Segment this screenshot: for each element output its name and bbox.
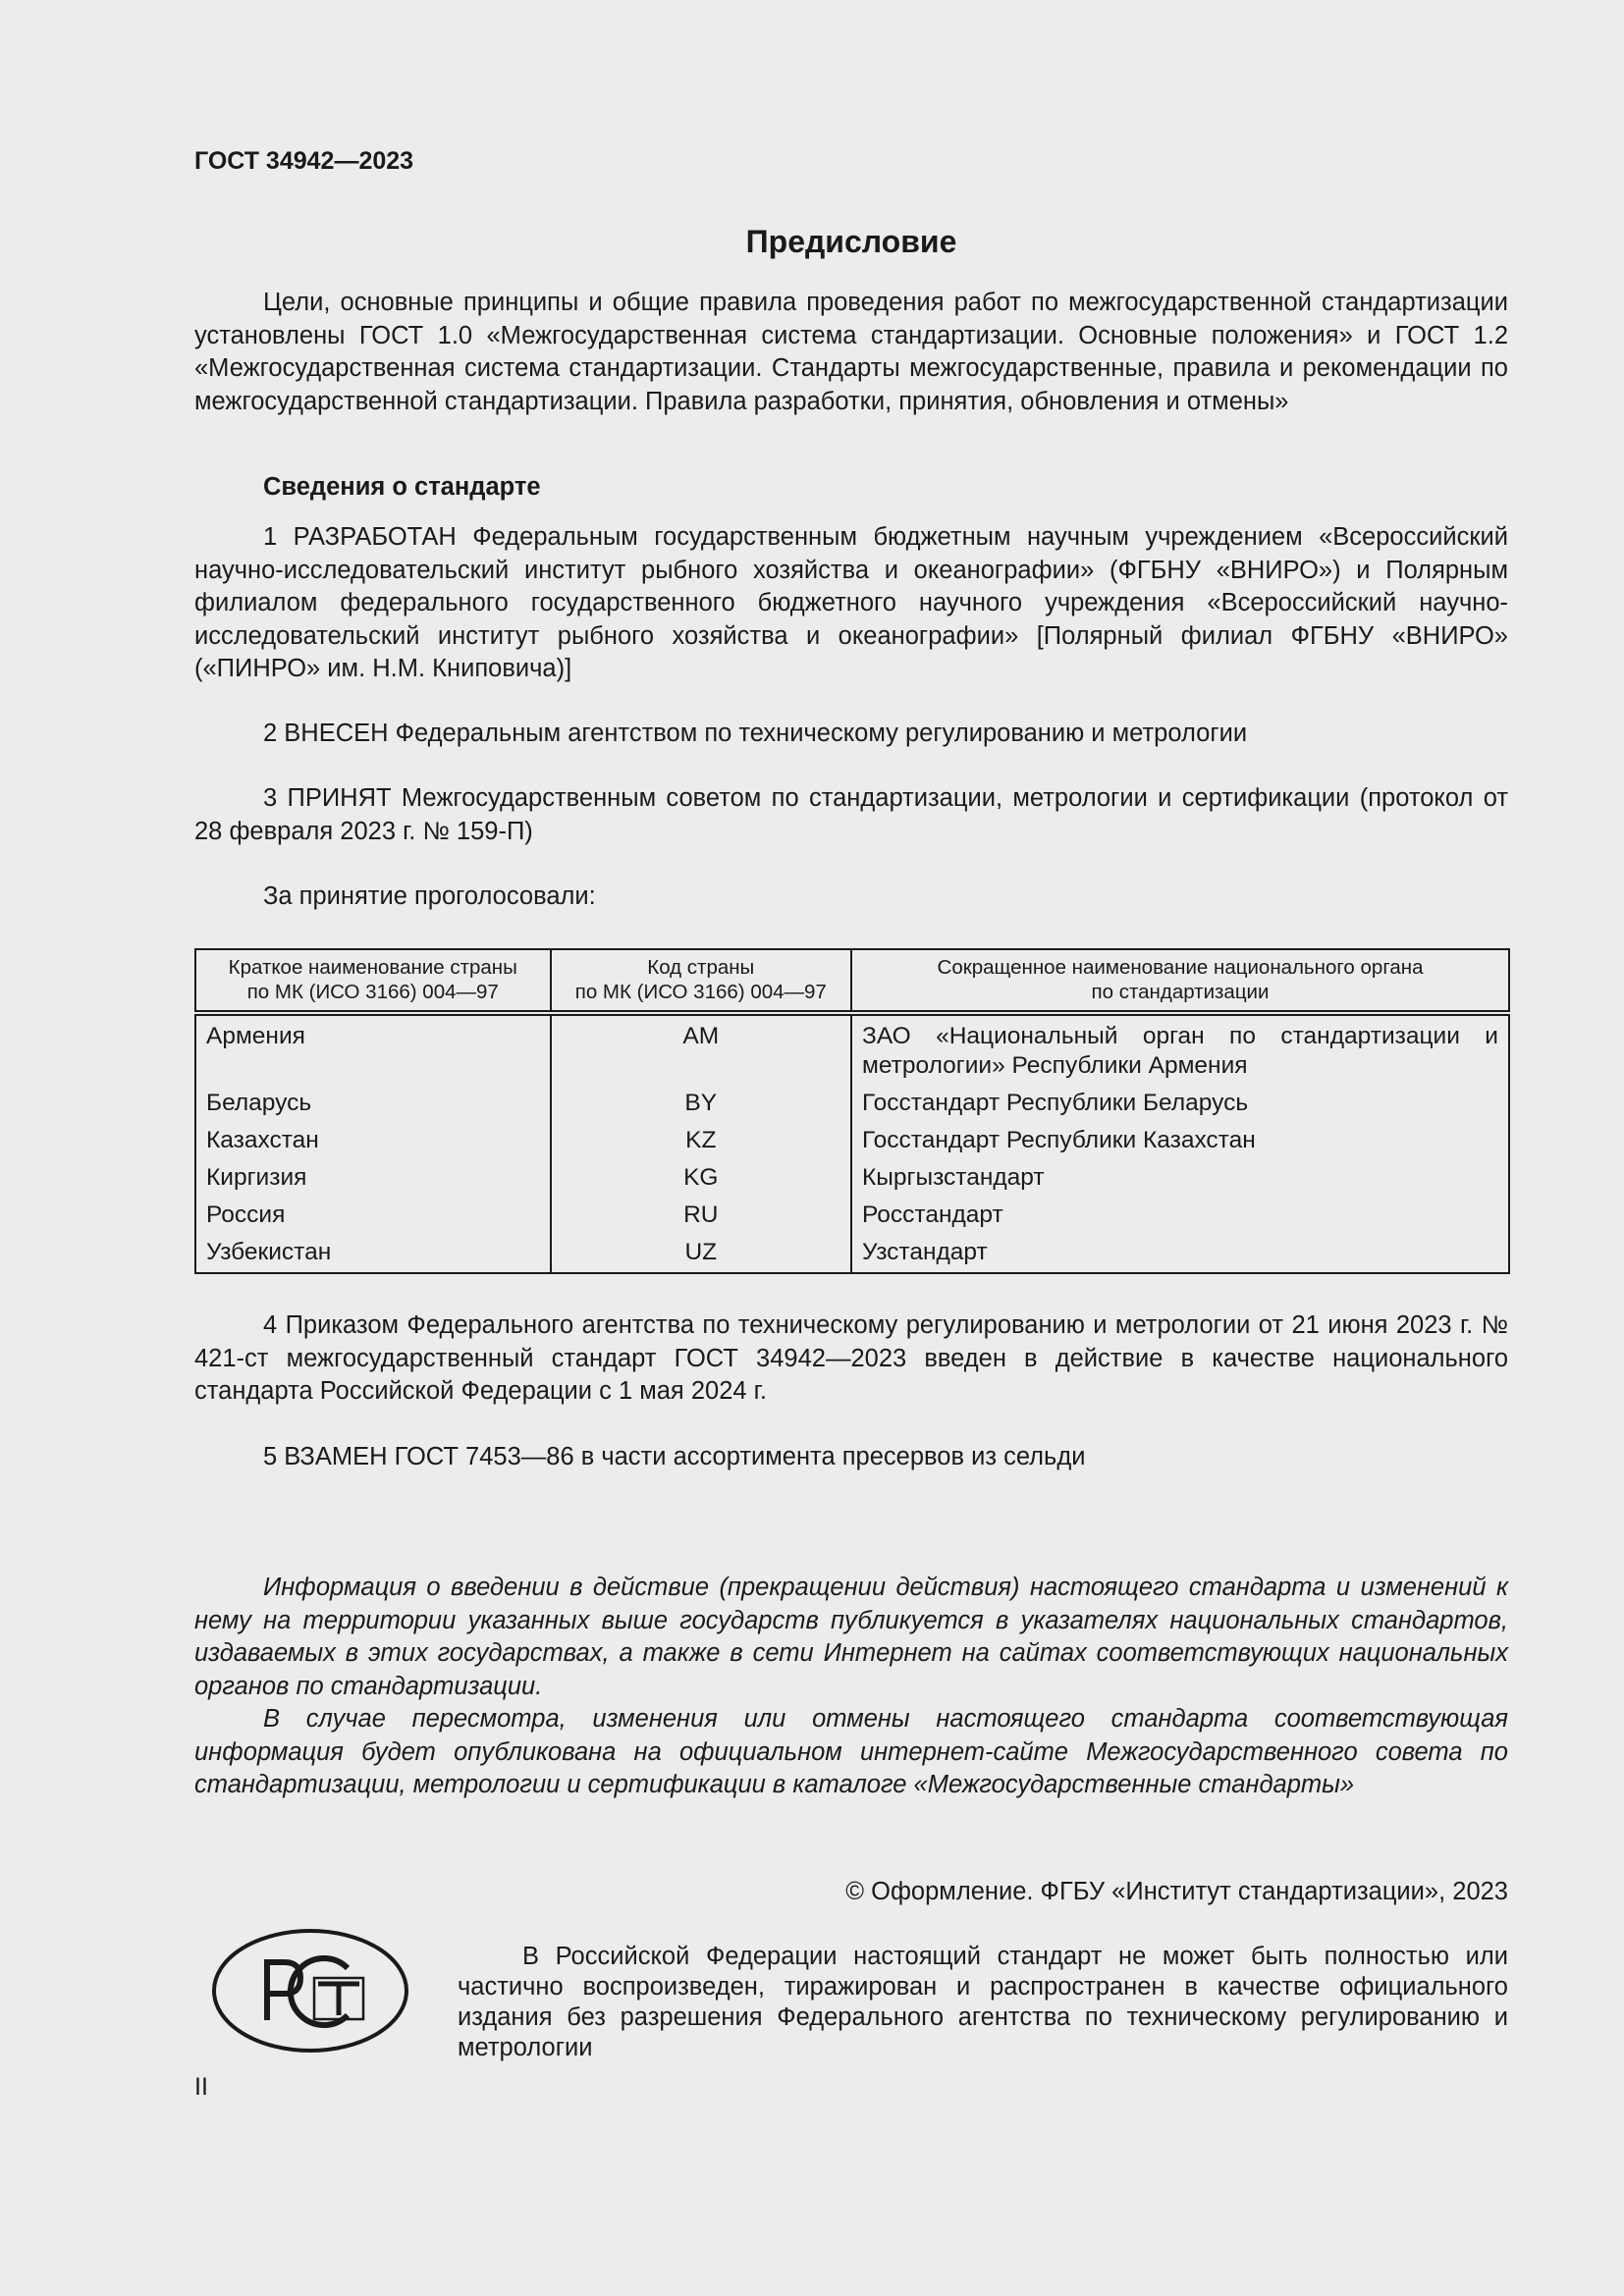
column-header-code: Код страны по МК (ИСО 3166) 004—97 bbox=[551, 949, 851, 1013]
table-row bbox=[195, 1123, 1509, 1160]
country-name: Киргизия bbox=[195, 1160, 551, 1198]
country-name: Армения bbox=[195, 1013, 551, 1086]
column-header-body: Сокращенное наименование национального органа по стандартизации bbox=[851, 949, 1509, 1013]
national-body: Госстандарт Республики Казахстан bbox=[851, 1123, 1509, 1160]
country-code: KZ bbox=[551, 1123, 851, 1160]
table-row bbox=[195, 1235, 1509, 1273]
copyright-line: © Оформление. ФГБУ «Институт стандартизации», 2023 bbox=[845, 1878, 1508, 1905]
national-body: ЗАО «Национальный орган по стандартизации и метрологии» Республики Армения bbox=[851, 1013, 1509, 1086]
voted-label: За принятие проголосовали: bbox=[263, 882, 596, 910]
country-name: Узбекистан bbox=[195, 1235, 551, 1273]
item-submitted: 2 ВНЕСЕН Федеральным агентством по техническому регулированию и метрологии bbox=[263, 720, 1248, 747]
table-header-row bbox=[195, 949, 1509, 1013]
national-body: Узстандарт bbox=[851, 1235, 1509, 1273]
country-code: KG bbox=[551, 1160, 851, 1198]
document-id: ГОСТ 34942—2023 bbox=[194, 147, 414, 175]
table-row bbox=[195, 1013, 1509, 1086]
item-developed: 1 РАЗРАБОТАН Федеральным государственным бюджетным научным учреждением «Всероссийский научно-исследовательский институт рыбного хозяйства и океанографии» (ФГБНУ «ВНИРО») и Полярным филиалом федерального государственного бюджетного научного учреждения «Всероссийский научно-исследовательский институт рыбного хозяйства и океанографии» [Полярный филиал ФГБНУ «ВНИРО» («ПИНРО» им. Н.М. Книповича)] bbox=[194, 523, 1508, 682]
voting-table bbox=[194, 948, 1510, 1274]
copyright-notice: В Российской Федерации настоящий стандарт не может быть полностью или частично воспроизведен, тиражирован и распространен в качестве официального издания без разрешения Федерального агентства по техническому регулированию и метрологии bbox=[458, 1943, 1508, 2061]
national-body: Росстандарт bbox=[851, 1198, 1509, 1235]
info-italic-paragraph: Информация о введении в действие (прекращении действия) настоящего стандарта и изменений к нему на территории указанных выше государств публикуется в указателях национальных стандартов, издаваемых в этих государствах, а также в сети Интернет на сайтах соответствующих национальных органов по стандартизации. bbox=[194, 1574, 1508, 1700]
info-italic-paragraph: В случае пересмотра, изменения или отмены настоящего стандарта соответствующая информация будет опубликована на официальном интернет-сайте Межгосударственного совета по стандартизации, метрологии и сертификации в каталоге «Межгосударственные стандарты» bbox=[194, 1705, 1508, 1798]
country-name: Россия bbox=[195, 1198, 551, 1235]
national-body: Кыргызстандарт bbox=[851, 1160, 1509, 1198]
country-name: Казахстан bbox=[195, 1123, 551, 1160]
country-code: UZ bbox=[551, 1235, 851, 1273]
item-replaces: 5 ВЗАМЕН ГОСТ 7453—86 в части ассортимента пресервов из сельди bbox=[263, 1443, 1086, 1470]
item-order: 4 Приказом Федерального агентства по техническому регулированию и метрологии от 21 июня 2023 г. № 421-ст межгосударственный стандарт ГОСТ 34942—2023 введен в действие в качестве национального стандарта Российской Федерации с 1 мая 2024 г. bbox=[194, 1311, 1508, 1405]
intro-paragraph: Цели, основные принципы и общие правила проведения работ по межгосударственной стандартизации установлены ГОСТ 1.0 «Межгосударственная система стандартизации. Основные положения» и ГОСТ 1.2 «Межгосударственная система стандартизации. Стандарты межгосударственные, правила и рекомендации по межгосударственной стандартизации. Правила разработки, принятия, обновления и отмены» bbox=[194, 289, 1508, 415]
page-number: II bbox=[194, 2073, 208, 2101]
country-code: AM bbox=[551, 1013, 851, 1086]
table-row bbox=[195, 1160, 1509, 1198]
column-header-country: Краткое наименование страны по МК (ИСО 3166) 004—97 bbox=[195, 949, 551, 1013]
rst-logo-icon bbox=[210, 1927, 410, 2055]
item-adopted: 3 ПРИНЯТ Межгосударственным советом по стандартизации, метрологии и сертификации (протокол от 28 февраля 2023 г. № 159-П) bbox=[194, 784, 1508, 845]
national-body: Госстандарт Республики Беларусь bbox=[851, 1086, 1509, 1123]
table-row bbox=[195, 1086, 1509, 1123]
country-code: RU bbox=[551, 1198, 851, 1235]
table-row bbox=[195, 1198, 1509, 1235]
page-title: Предисловие bbox=[745, 224, 957, 259]
country-code: BY bbox=[551, 1086, 851, 1123]
country-name: Беларусь bbox=[195, 1086, 551, 1123]
info-heading: Сведения о стандарте bbox=[263, 473, 541, 501]
